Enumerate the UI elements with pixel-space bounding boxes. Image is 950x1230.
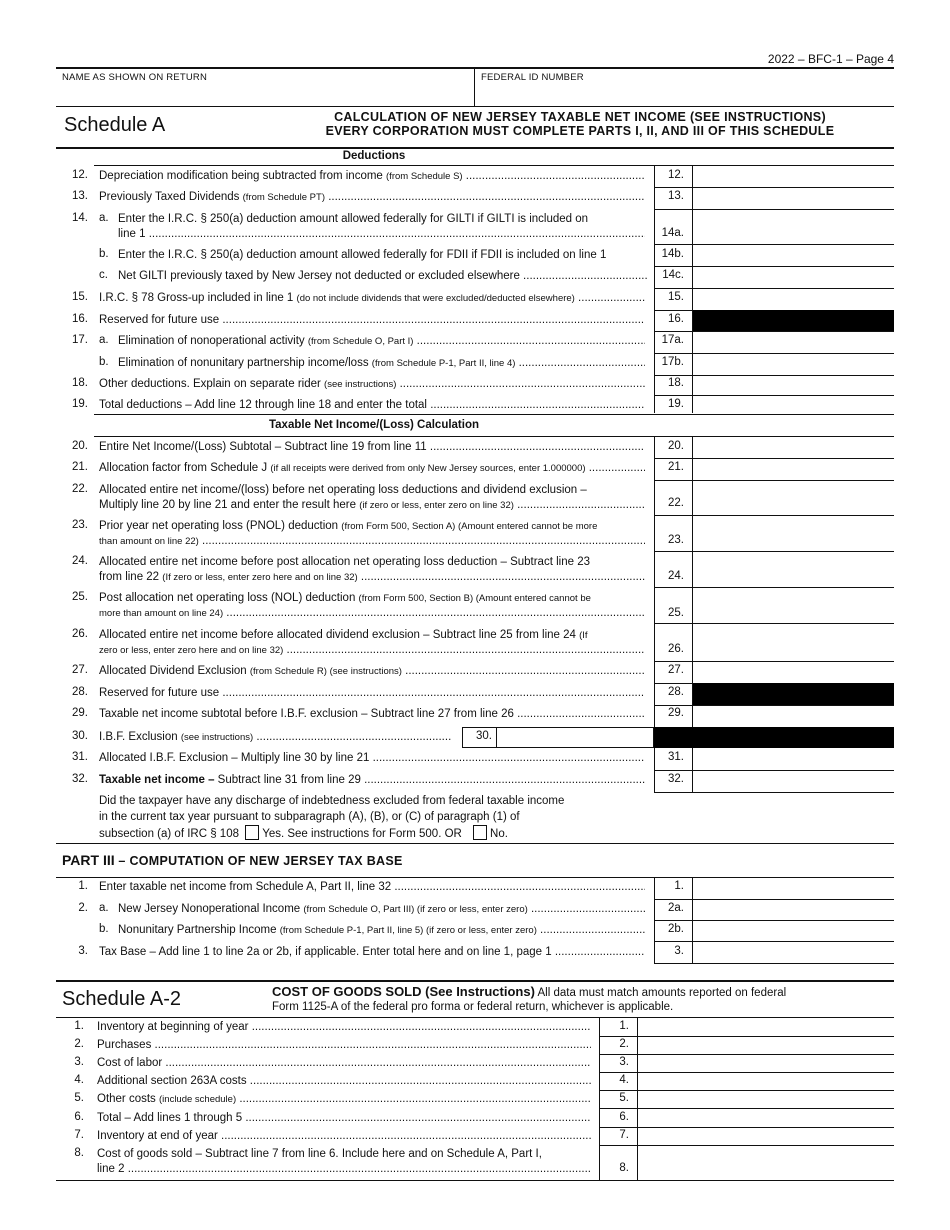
- line-30-number: 30.: [72, 730, 88, 742]
- a2-line-7-number: 7.: [74, 1129, 84, 1141]
- line-23-box-label: 23.: [668, 534, 684, 546]
- a2-line-4-number: 4.: [74, 1074, 84, 1086]
- a2-line-4-text: Additional section 263A costs .....: [97, 1074, 591, 1089]
- line-27-number: 27.: [72, 664, 88, 676]
- line-20-amount[interactable]: [693, 437, 893, 458]
- line-21-amount[interactable]: [693, 459, 893, 480]
- a2-line-5-text: Other costs (include schedule) .....: [97, 1092, 591, 1107]
- part-iii-heading: PART III – COMPUTATION OF NEW JERSEY TAX BASE: [62, 852, 403, 868]
- line-31-text: Allocated I.B.F. Exclusion – Multiply line 30 by line 21 .....: [99, 751, 645, 766]
- line-31-number: 31.: [72, 751, 88, 763]
- a2-line-8-box-label: 8.: [619, 1162, 629, 1174]
- line-14c-box-label: 14c.: [662, 269, 684, 281]
- line-28-box-label: 28.: [668, 686, 684, 698]
- discharge-no-checkbox[interactable]: [473, 825, 487, 840]
- line-20-box-label: 20.: [668, 440, 684, 452]
- p3-line-2a-text: New Jersey Nonoperational Income (from Schedule O, Part III) (if zero or less, enter zero) .....: [118, 902, 645, 917]
- line-26-amount[interactable]: [693, 624, 893, 661]
- line-22-amount[interactable]: [693, 481, 893, 515]
- line-29-text: Taxable net income subtotal before I.B.F. exclusion – Subtract line 27 from line 26 .....: [99, 707, 645, 722]
- line-32-text: Taxable net income – Subtract line 31 from line 29 .....: [99, 773, 645, 788]
- line-18-amount[interactable]: [693, 376, 893, 395]
- line-27-amount[interactable]: [693, 662, 893, 683]
- line-16-text: Reserved for future use .....: [99, 313, 645, 328]
- discharge-question: Did the taxpayer have any discharge of indebtedness excluded from federal taxable income in the current tax year pursuant to subparagraph (A), (B), or (C) of paragraph (1) of subsection (a) of IRC § 108 Yes. See instructions for Form 500. OR No.: [99, 795, 565, 840]
- p3-line-1-text: Enter taxable net income from Schedule A, Part II, line 32 .....: [99, 880, 645, 895]
- line-22-text: Allocated entire net income/(loss) before net operating loss deductions and dividend exclusion – Multiply line 20 by line 21 and enter the result here (if zero or less, enter zero on line 32) .....: [99, 483, 645, 513]
- fein-label: FEDERAL ID NUMBER: [481, 72, 584, 83]
- a2-line-1-number: 1.: [74, 1020, 84, 1032]
- deductions-heading: Deductions: [342, 150, 406, 162]
- line-25-amount[interactable]: [693, 588, 893, 623]
- p3-line-2b-sub: b.: [99, 923, 109, 935]
- line-30-amount[interactable]: [497, 728, 653, 747]
- a2-line-3-number: 3.: [74, 1056, 84, 1068]
- a2-line-1-box-label: 1.: [619, 1020, 629, 1032]
- line-13-number: 13.: [72, 190, 88, 202]
- line-12-text: Depreciation modification being subtracted from income (from Schedule S) .....: [99, 169, 645, 184]
- p3-line-1-number: 1.: [78, 880, 88, 892]
- a2-line-3-amount[interactable]: [638, 1055, 893, 1072]
- line-17b-text: Elimination of nonunitary partnership income/loss (from Schedule P-1, Part II, line 4) .....: [118, 356, 645, 371]
- a2-line-7-amount[interactable]: [638, 1128, 893, 1145]
- line-28-number: 28.: [72, 686, 88, 698]
- line-18-text: Other deductions. Explain on separate rider (see instructions) .....: [99, 377, 645, 392]
- page-reference: 2022 – BFC-1 – Page 4: [767, 52, 894, 66]
- line-24-text: Allocated entire net income before post allocation net operating loss deduction – Subtract line 23 from line 22 (If zero or less, enter zero here and on line 32) .....: [99, 555, 645, 585]
- line-15-text: I.R.C. § 78 Gross-up included in line 1 (do not include dividends that were excluded/deducted elsewhere) .....: [99, 291, 645, 306]
- line-12-amount[interactable]: [693, 166, 893, 187]
- line-25-box-label: 25.: [668, 607, 684, 619]
- a2-line-5-box-label: 5.: [619, 1092, 629, 1104]
- line-23-number: 23.: [72, 519, 88, 531]
- a2-line-5-number: 5.: [74, 1092, 84, 1104]
- p3-line-2-number: 2.: [78, 902, 88, 914]
- line-20-text: Entire Net Income/(Loss) Subtotal – Subtract line 19 from line 11 .....: [99, 440, 645, 455]
- line-14a-text: Enter the I.R.C. § 250(a) deduction amount allowed federally for GILTI if GILTI is included on line 1 .....: [118, 212, 645, 242]
- line-13-amount[interactable]: [693, 188, 893, 209]
- a2-line-2-amount[interactable]: [638, 1037, 893, 1054]
- line-14c-text: Net GILTI previously taxed by New Jersey not deducted or excluded elsewhere .....: [118, 269, 648, 284]
- line-21-text: Allocation factor from Schedule J (if all receipts were derived from only New Jersey sources, enter 1.000000) .....: [99, 461, 645, 476]
- line-29-number: 29.: [72, 707, 88, 719]
- line-16-box-label: 16.: [668, 313, 684, 325]
- line-17a-text: Elimination of nonoperational activity (from Schedule O, Part I) .....: [118, 334, 645, 349]
- schedule-a-label: Schedule A: [64, 114, 166, 136]
- line-25-text: Post allocation net operating loss (NOL) deduction (from Form 500, Section B) (Amount entered cannot be more than amount on line 24) .....: [99, 591, 645, 621]
- a2-line-1-amount[interactable]: [638, 1018, 893, 1036]
- line-32-box-label: 32.: [668, 773, 684, 785]
- line-13-text: Previously Taxed Dividends (from Schedule PT) .....: [99, 190, 645, 205]
- a2-line-4-amount[interactable]: [638, 1073, 893, 1090]
- line-17a-sub: a.: [99, 334, 109, 346]
- taxable-net-income-heading: Taxable Net Income/(Loss) Calculation: [268, 419, 480, 431]
- a2-line-3-box-label: 3.: [619, 1056, 629, 1068]
- p3-line-3-amount[interactable]: [693, 942, 893, 963]
- line-19-number: 19.: [72, 398, 88, 410]
- discharge-yes-checkbox[interactable]: [245, 825, 259, 840]
- a2-line-8-number: 8.: [74, 1147, 84, 1159]
- line-12-box-label: 12.: [668, 169, 684, 181]
- line-30-text: I.B.F. Exclusion (see instructions) .....: [99, 730, 451, 745]
- line-24-number: 24.: [72, 555, 88, 567]
- a2-line-6-text: Total – Add lines 1 through 5 .....: [97, 1111, 591, 1126]
- line-14b-amount[interactable]: [693, 245, 893, 266]
- line-29-amount[interactable]: [693, 706, 893, 727]
- line-22-box-label: 22.: [668, 497, 684, 509]
- line-29-box-label: 29.: [668, 707, 684, 719]
- line-20-number: 20.: [72, 440, 88, 452]
- a2-line-7-box-label: 7.: [619, 1129, 629, 1141]
- line-32-amount[interactable]: [693, 771, 893, 792]
- line-14c-sub: c.: [99, 269, 108, 281]
- line-14a-sub: a.: [99, 212, 109, 224]
- line-21-box-label: 21.: [668, 461, 684, 473]
- line-25-number: 25.: [72, 591, 88, 603]
- line-16-number: 16.: [72, 313, 88, 325]
- p3-line-2a-sub: a.: [99, 902, 109, 914]
- line-19-box-label: 19.: [668, 398, 684, 410]
- a2-line-1-text: Inventory at beginning of year .....: [97, 1020, 591, 1035]
- line-14-number: 14.: [72, 212, 88, 224]
- line-14a-amount[interactable]: [693, 210, 893, 244]
- line-22-number: 22.: [72, 483, 88, 495]
- line-23-amount[interactable]: [693, 516, 893, 551]
- line-21-number: 21.: [72, 461, 88, 473]
- line-28-reserved-block: [693, 683, 894, 705]
- schedule-a2-title: COST OF GOODS SOLD (See Instructions) All data must match amounts reported on federal Form 1125-A of the federal pro forma or federal return, whichever is applicable.: [272, 984, 787, 1013]
- fein-field[interactable]: [478, 86, 890, 104]
- name-field[interactable]: [58, 86, 468, 104]
- line-17a-amount[interactable]: [693, 332, 893, 353]
- line-19-text: Total deductions – Add line 12 through line 18 and enter the total .....: [99, 398, 645, 413]
- line-12-number: 12.: [72, 169, 88, 181]
- line-19-amount[interactable]: [693, 396, 893, 414]
- line-14a-box-label: 14a.: [661, 227, 684, 239]
- a2-line-6-number: 6.: [74, 1111, 84, 1123]
- p3-line-3-text: Tax Base – Add line 1 to line 2a or 2b, if applicable. Enter total here and on line 1, page 1 .....: [99, 945, 645, 960]
- line-23-text: Prior year net operating loss (PNOL) deduction (from Form 500, Section A) (Amount entered cannot be more than amount on line 22) .....: [99, 519, 645, 549]
- line-15-number: 15.: [72, 291, 88, 303]
- a2-line-8-amount[interactable]: [638, 1146, 893, 1179]
- line-31-amount[interactable]: [693, 749, 893, 770]
- a2-line-2-box-label: 2.: [619, 1038, 629, 1050]
- line-17b-amount[interactable]: [693, 354, 893, 375]
- a2-line-8-text: Cost of goods sold – Subtract line 7 from line 6. Include here and on Schedule A, Part I, line 2 .....: [97, 1147, 591, 1177]
- a2-line-5-amount[interactable]: [638, 1091, 893, 1108]
- discharge-no-label: No.: [490, 828, 508, 840]
- p3-line-3-box-label: 3.: [674, 945, 684, 957]
- p3-line-2a-amount[interactable]: [693, 900, 893, 920]
- line-27-box-label: 27.: [668, 664, 684, 676]
- discharge-yes-label: Yes. See instructions for Form 500. OR: [262, 828, 462, 840]
- line-13-box-label: 13.: [668, 190, 684, 202]
- line-17b-sub: b.: [99, 356, 109, 368]
- line-18-number: 18.: [72, 377, 88, 389]
- line-26-text: Allocated entire net income before allocated dividend exclusion – Subtract line 25 from line 24 (If zero or less, enter zero here and on line 32) .....: [99, 628, 645, 658]
- a2-line-6-amount[interactable]: [638, 1109, 893, 1127]
- line-18-box-label: 18.: [668, 377, 684, 389]
- line-26-number: 26.: [72, 628, 88, 640]
- line-15-box-label: 15.: [668, 291, 684, 303]
- line-31-box-label: 31.: [668, 751, 684, 763]
- line-17b-box-label: 17b.: [661, 356, 684, 368]
- p3-line-1-box-label: 1.: [674, 880, 684, 892]
- line-17-number: 17.: [72, 334, 88, 346]
- p3-line-2b-box-label: 2b.: [668, 923, 684, 935]
- line-14b-sub: b.: [99, 248, 109, 260]
- line-27-text: Allocated Dividend Exclusion (from Schedule R) (see instructions) .....: [99, 664, 645, 679]
- a2-line-4-box-label: 4.: [619, 1074, 629, 1086]
- a2-line-2-text: Purchases .....: [97, 1038, 591, 1053]
- p3-line-3-number: 3.: [78, 945, 88, 957]
- line-30-box-label: 30.: [476, 730, 492, 742]
- a2-line-6-box-label: 6.: [619, 1111, 629, 1123]
- a2-line-3-text: Cost of labor .....: [97, 1056, 591, 1071]
- a2-line-7-text: Inventory at end of year .....: [97, 1129, 591, 1144]
- line-30-reserved-block: [654, 727, 894, 748]
- p3-line-2a-box-label: 2a.: [668, 902, 684, 914]
- line-14b-box-label: 14b.: [661, 248, 684, 260]
- line-14c-amount[interactable]: [693, 267, 893, 288]
- line-16-reserved-block: [693, 310, 894, 331]
- line-17a-box-label: 17a.: [661, 334, 684, 346]
- line-32-number: 32.: [72, 773, 88, 785]
- line-24-amount[interactable]: [693, 552, 893, 587]
- schedule-a2-label: Schedule A-2: [62, 988, 181, 1010]
- line-28-text: Reserved for future use .....: [99, 686, 645, 701]
- line-14b-text: Enter the I.R.C. § 250(a) deduction amount allowed federally for FDII if FDII is included on line 1: [118, 249, 607, 261]
- schedule-a-title: CALCULATION OF NEW JERSEY TAXABLE NET INCOME (SEE INSTRUCTIONS) EVERY CORPORATION MUST COMPLETE PARTS I, II, AND III OF THIS SCHEDULE: [325, 110, 835, 138]
- line-24-box-label: 24.: [668, 570, 684, 582]
- name-label: NAME AS SHOWN ON RETURN: [62, 72, 207, 83]
- p3-line-2b-amount[interactable]: [693, 921, 893, 941]
- line-15-amount[interactable]: [693, 289, 893, 310]
- p3-line-2b-text: Nonunitary Partnership Income (from Schedule P-1, Part II, line 5) (if zero or less, enter zero) .....: [118, 923, 645, 938]
- a2-line-2-number: 2.: [74, 1038, 84, 1050]
- p3-line-1-amount[interactable]: [693, 878, 893, 899]
- line-26-box-label: 26.: [668, 643, 684, 655]
